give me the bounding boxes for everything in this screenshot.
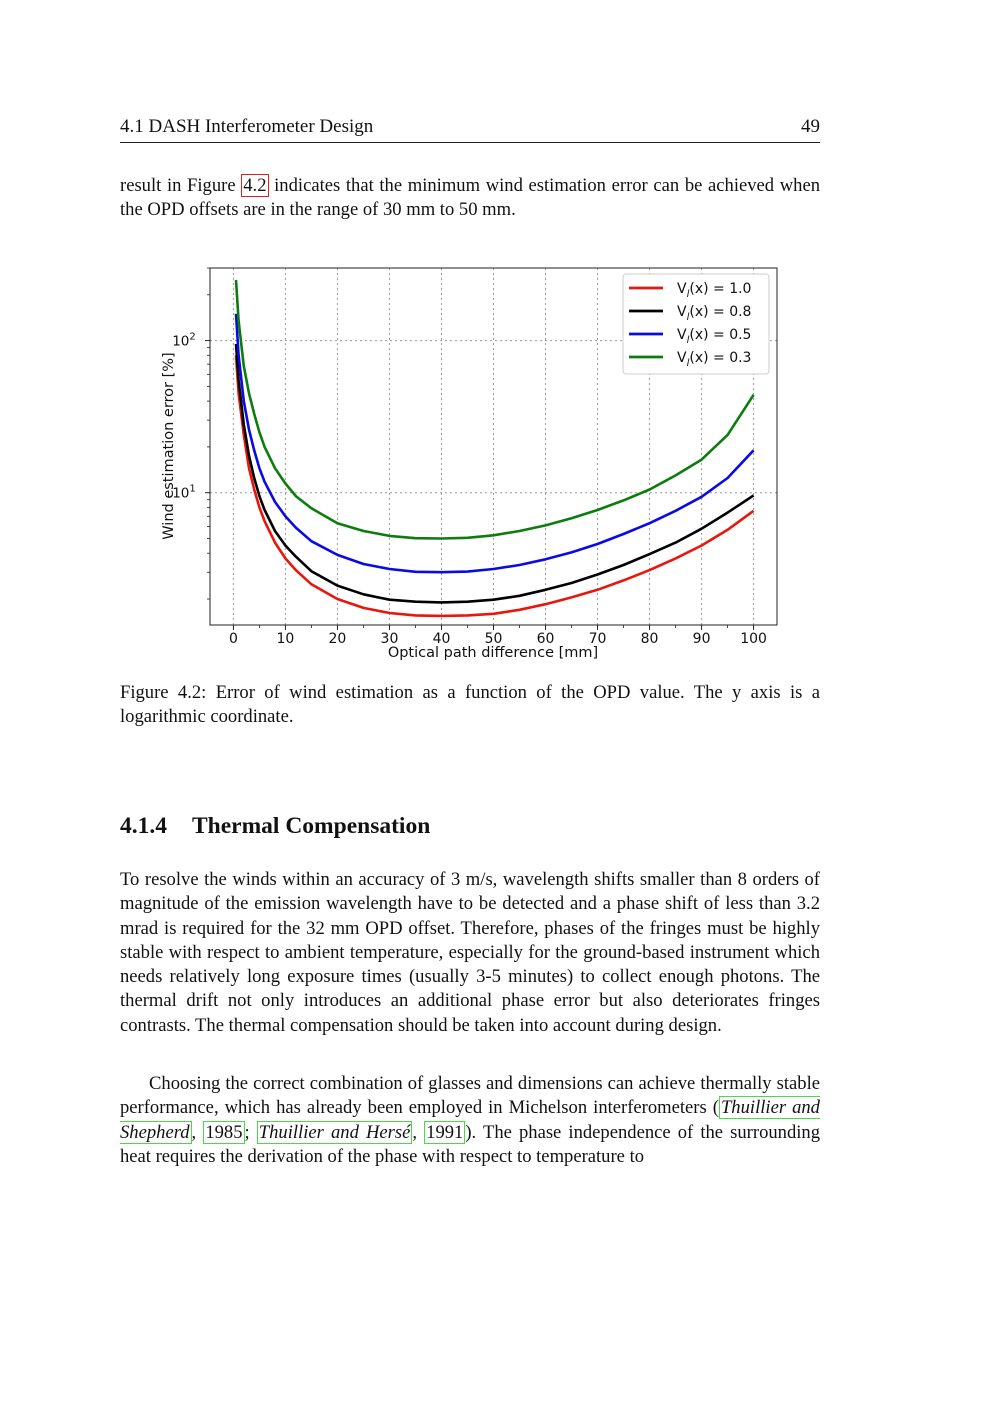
intro-text-start: result in Figure bbox=[120, 175, 242, 196]
series-line-1 bbox=[236, 344, 754, 602]
para2-text-end: ). The phase independence of the surrounding heat requires the derivation of the phase with respect to temperature to bbox=[120, 1121, 821, 1167]
y-tick-label: $10^2$ bbox=[172, 331, 196, 350]
chart-legend bbox=[623, 274, 769, 374]
citation-year-link[interactable]: 1985 bbox=[205, 1121, 243, 1143]
x-tick-label: 30 bbox=[380, 631, 399, 647]
wind-error-chart bbox=[150, 255, 790, 665]
x-tick-label: 60 bbox=[536, 631, 555, 647]
citation-year-link[interactable]: 1991 bbox=[426, 1121, 464, 1143]
citation-author: Thuillier and Hersé bbox=[258, 1121, 411, 1143]
x-tick-label: 10 bbox=[276, 631, 295, 647]
running-header-title: 4.1 DASH Interferometer Design bbox=[120, 116, 374, 137]
body-paragraph-2 bbox=[120, 1072, 820, 1169]
x-tick-label: 100 bbox=[740, 631, 767, 647]
y-axis-label: Wind estimation error [%] bbox=[161, 352, 177, 540]
section-heading bbox=[120, 813, 430, 840]
citation-author-link[interactable] bbox=[257, 1121, 413, 1144]
intro-paragraph bbox=[120, 174, 820, 223]
y-tick-label: $10^1$ bbox=[172, 483, 196, 502]
x-tick-label: 80 bbox=[640, 631, 659, 647]
figure-caption bbox=[120, 681, 820, 730]
x-tick-label: 50 bbox=[484, 631, 503, 647]
x-axis-label: Optical path difference [mm] bbox=[387, 645, 599, 661]
caption-label: Figure 4.2: bbox=[120, 682, 207, 703]
x-tick-label: 90 bbox=[692, 631, 711, 647]
legend-label: $V_l(x) = 1.0$ bbox=[677, 281, 752, 300]
x-tick-label: 40 bbox=[432, 631, 451, 647]
running-header bbox=[120, 114, 820, 143]
citation-separator: ; bbox=[244, 1121, 257, 1143]
para2-text-start: Choosing the correct combination of glasses and dimensions can achieve thermally stable performance, which has already been employed in Michelson interferometers ( bbox=[120, 1073, 820, 1119]
citation-author: Thuillier and Shepherd bbox=[120, 1097, 820, 1143]
caption-text: Error of wind estimation as a function of the OPD value. The y axis is a logarithmic coordinate. bbox=[120, 682, 820, 728]
citation-separator: , bbox=[412, 1121, 425, 1143]
x-tick-label: 20 bbox=[328, 631, 347, 647]
body-paragraph-1: To resolve the winds within an accuracy of 3 m/s, wavelength shifts smaller than 8 orders of magnitude of the emission wavelength have to be detected and a phase shift of less than 3.2 mrad is required for the 32 mm OPD offset. Therefore, phases of the fringes must be highly stable with respect to ambient temperature, especially for the ground-based instrument which needs relatively long exposure times (usually 3-5 minutes) to collect enough photons. The thermal drift not only introduces an additional phase error but also deteriorates fringes contrasts. The thermal compensation should be taken into account during design. bbox=[120, 869, 820, 1036]
figure-reference-link[interactable]: 4.2 bbox=[243, 175, 267, 196]
section-title: Thermal Compensation bbox=[192, 813, 431, 839]
page-number: 49 bbox=[801, 116, 820, 137]
citation-separator: , bbox=[191, 1121, 204, 1143]
series-line-0 bbox=[236, 355, 754, 616]
legend-label: $V_l(x) = 0.5$ bbox=[677, 327, 752, 346]
legend-label: $V_l(x) = 0.3$ bbox=[677, 350, 752, 369]
intro-text-end: indicates that the minimum wind estimation error can be achieved when the OPD offsets are in the range of 30 mm to 50 mm. bbox=[120, 175, 821, 221]
figure-4-2 bbox=[150, 255, 790, 665]
section-number: 4.1.4 bbox=[120, 813, 167, 839]
x-tick-label: 70 bbox=[588, 631, 607, 647]
x-tick-label: 0 bbox=[228, 631, 238, 647]
legend-label: $V_l(x) = 0.8$ bbox=[677, 304, 752, 323]
